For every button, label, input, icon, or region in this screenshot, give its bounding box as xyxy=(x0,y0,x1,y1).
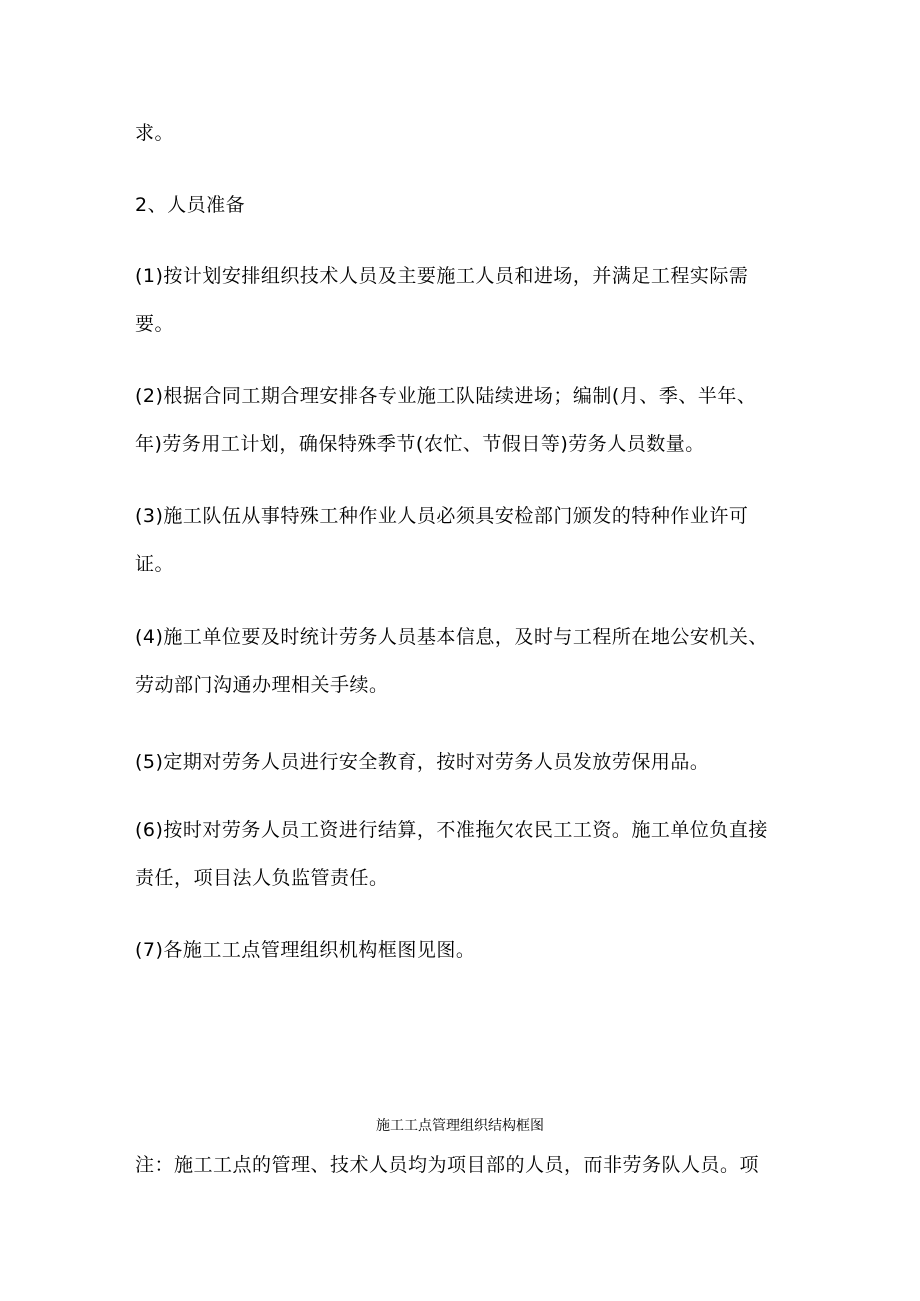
paragraph-line: (1)按计划安排组织技术人员及主要施工人员和进场，并满足工程实际需 xyxy=(135,265,749,287)
paragraph-line: 证。 xyxy=(135,553,175,575)
paragraph-line: 年)劳务用工计划，确保特殊季节(农忙、节假日等)劳务人员数量。 xyxy=(135,433,705,455)
paragraph-line: (6)按时对劳务人员工资进行结算，不准拖欠农民工工资。施工单位负直接 xyxy=(135,819,768,841)
paragraph-line: (5)定期对劳务人员进行安全教育，按时对劳务人员发放劳保用品。 xyxy=(135,751,710,773)
section-heading: 2、人员准备 xyxy=(135,194,246,216)
paragraph-line: (4)施工单位要及时统计劳务人员基本信息，及时与工程所在地公安机关、 xyxy=(135,626,768,648)
paragraph-line: 要。 xyxy=(135,313,175,335)
paragraph-line: (3)施工队伍从事特殊工种作业人员必须具安检部门颁发的特种作业许可 xyxy=(135,505,749,527)
figure-caption: 施工工点管理组织结构框图 xyxy=(376,1118,544,1134)
paragraph-line: (7)各施工工点管理组织机构框图见图。 xyxy=(135,939,476,961)
note-line: 注：施工工点的管理、技术人员均为项目部的人员，而非劳务队人员。项 xyxy=(135,1154,760,1176)
paragraph-line: 求。 xyxy=(135,122,175,144)
paragraph-line: (2)根据合同工期合理安排各专业施工队陆续进场；编制(月、季、半年、 xyxy=(135,385,757,407)
paragraph-line: 责任，项目法人负监管责任。 xyxy=(135,867,389,889)
paragraph-line: 劳动部门沟通办理相关手续。 xyxy=(135,674,389,696)
